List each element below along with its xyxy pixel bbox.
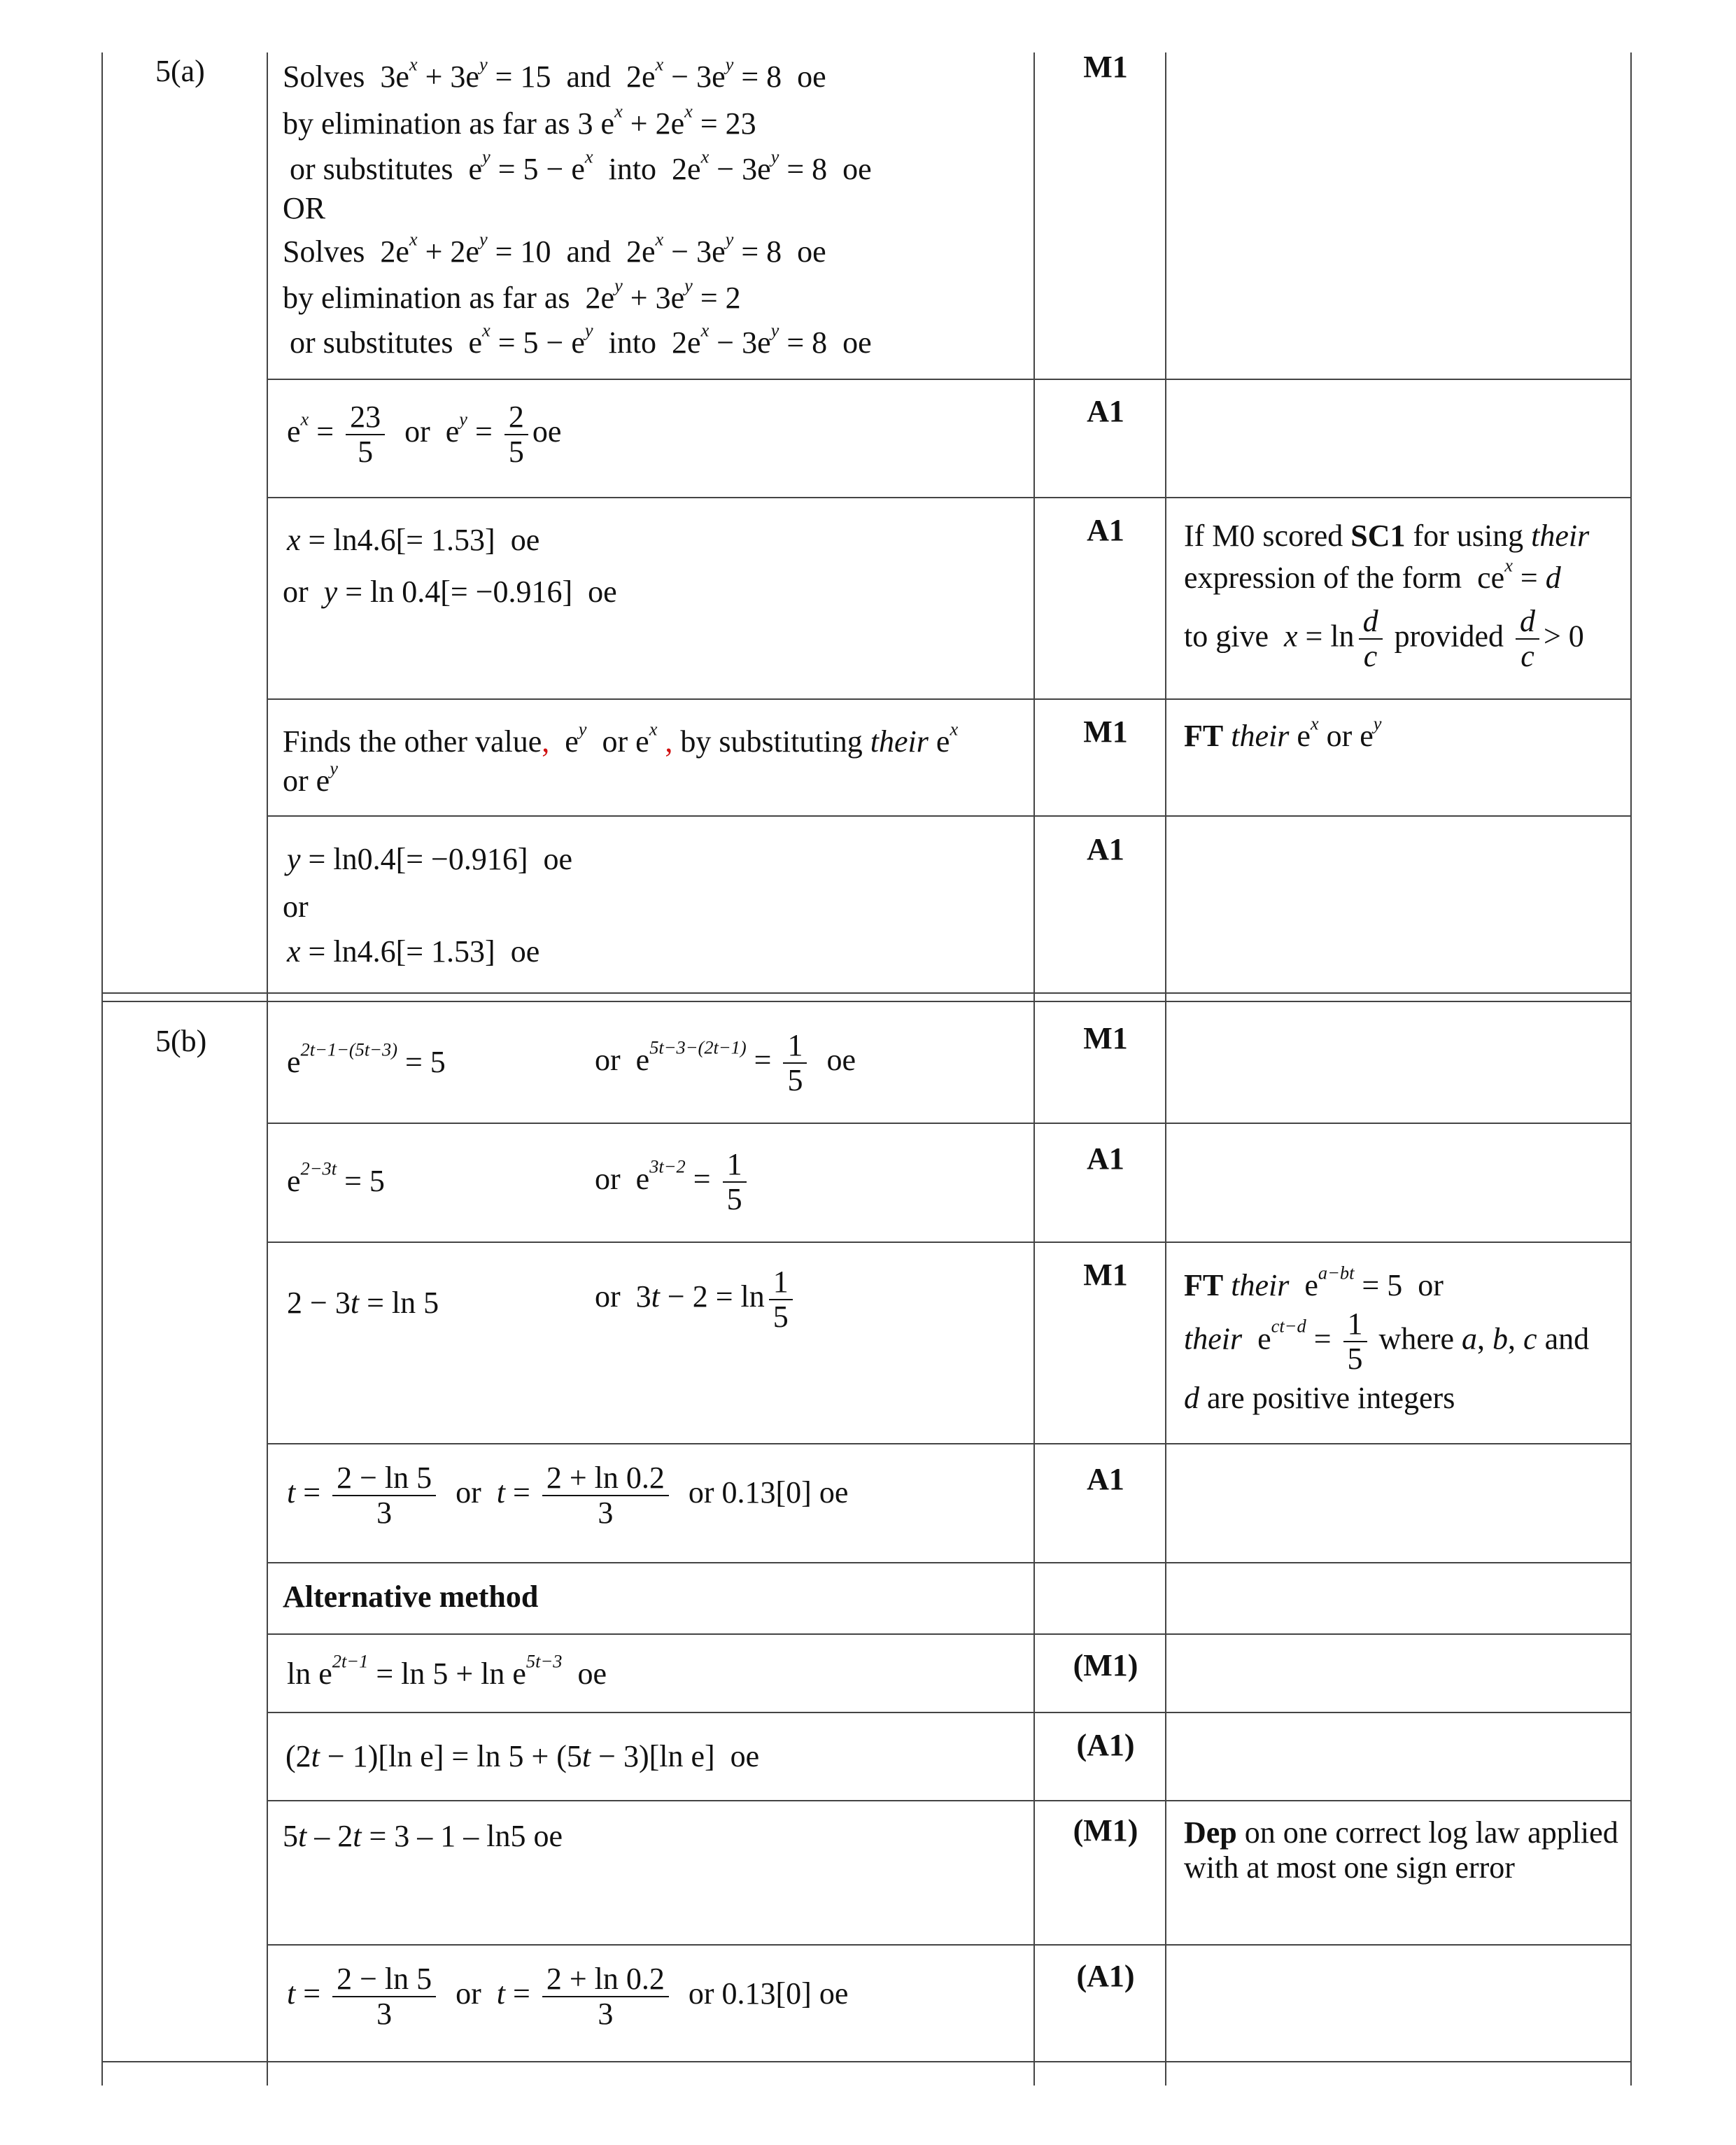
guidance-note: FT their $e^x$ or $e^y$ [1184,712,1382,753]
working-line: OR [283,191,326,225]
row-divider [267,1712,1632,1713]
mark-label: M1 [1083,1021,1128,1055]
working-line: or $e^{3t-2}$ = $\frac{1}{5}$ [595,1148,751,1217]
mark-label: (A1) [1076,1728,1135,1762]
mark-label: A1 [1087,513,1124,547]
working-line: $e^x$ = $\frac{23}{5}$ or $e^y$ = $\frac{2}{5}$ oe [287,400,562,470]
mark-label: (A1) [1076,1959,1135,1993]
row-divider [267,379,1632,380]
mark-label: A1 [1087,394,1124,428]
column-divider-guidance [1165,52,1166,2086]
working-line: or [283,889,309,924]
table-border-left [101,52,103,2086]
mark-label: M1 [1083,50,1128,84]
mark-label: (M1) [1073,1648,1138,1682]
row-divider [267,815,1632,817]
row-divider [267,1123,1632,1124]
mark-label: M1 [1083,1258,1128,1292]
working-line: by elimination as far as 3 $e^x + 2e^x = 23$ [283,100,756,141]
column-divider-question [267,52,268,2086]
working-line: t = $\frac{2 - \ln 5}{3}$ or t = $\frac{2 + \ln 0.2}{3}$ or 0.13[0] oe [287,1461,849,1531]
working-line: or substitutes $e^y = 5 - e^x$ into $2e^x - 3e^y = 8$ oe [290,146,872,186]
row-divider [267,1633,1632,1635]
mark-label: M1 [1083,715,1128,749]
working-line: t = $\frac{2 - \ln 5}{3}$ or t = $\frac{2 + \ln 0.2}{3}$ or 0.13[0] oe [287,1962,849,2032]
alternative-method-heading: Alternative method [283,1580,539,1614]
question-label: 5(a) [155,54,205,88]
row-divider [267,1562,1632,1563]
working-line: or $e^{5t-3-(2t-1)}$ = $\frac{1}{5}$ oe [595,1028,856,1098]
working-line: or $e^y$ [283,757,338,798]
working-line: Solves $2e^x + 2e^y = 10$ and $2e^x - 3e^y = 8$ oe [283,228,826,269]
table-border-right [1630,52,1632,2086]
table-bottom-border [101,2061,1632,2062]
working-line: Finds the other value, $e^y$ or $e^x$ , by substituting their $e^x$ [283,718,959,759]
row-divider [267,497,1632,498]
working-line: x = ln4.6[= 1.53] oe [287,523,540,557]
mark-label: A1 [1087,1141,1124,1176]
column-divider-mark [1033,52,1035,2086]
working-line: or substitutes $e^x = 5 - e^y$ into $2e^x - 3e^y = 8$ oe [290,319,872,360]
working-line: x = ln4.6[= 1.53] oe [287,934,540,969]
row-divider [267,1242,1632,1243]
mark-label: A1 [1087,832,1124,866]
guidance-note: Dep on one correct log law applied with at most one sign error [1184,1815,1618,1885]
mark-label: A1 [1087,1462,1124,1496]
working-line: (2t − 1)[ln e] = ln 5 + (5t − 3)[ln e] oe [285,1739,760,1773]
part-divider [101,992,1632,994]
part-divider [101,1001,1632,1002]
guidance-note: If M0 scored SC1 for using their expression of the form $ce^x = d$ to give x = ln $\frac{d}{c}$ provided $\frac{d}{c}$ > 0 [1184,519,1590,674]
working-line: Solves $3e^x + 3e^y = 15$ and $2e^x - 3e^y = 8$ oe [283,53,826,94]
question-label: 5(b) [155,1024,207,1058]
working-line: 5t – 2t = 3 – 1 – ln5 oe [283,1819,563,1853]
working-line: y = ln0.4[= −0.916] oe [287,842,573,876]
row-divider [267,1443,1632,1444]
working-line: or y = ln 0.4[= −0.916] oe [283,575,617,609]
row-divider [267,1800,1632,1801]
mark-label: (M1) [1073,1813,1138,1848]
guidance-note: FT their $e^{a-bt} = 5$ or their $e^{ct-d}$ = $\frac{1}{5}$ where a, b, c and d are positive integers [1184,1262,1590,1415]
working-line: by elimination as far as $2e^y + 3e^y = 2$ [283,274,741,315]
working-line: or 3t − 2 = ln $\frac{1}{5}$ [595,1265,797,1335]
row-divider [267,1944,1632,1946]
working-line: 2 − 3t = ln 5 [287,1286,439,1320]
working-line: $e^{2t-1-(5t-3)} = 5$ [287,1039,446,1079]
row-divider [267,698,1632,700]
working-line: $\ln e^{2t-1} = \ln 5 + \ln e^{5t-3}$ oe [287,1650,607,1691]
working-line: $e^{2-3t} = 5$ [287,1158,385,1198]
